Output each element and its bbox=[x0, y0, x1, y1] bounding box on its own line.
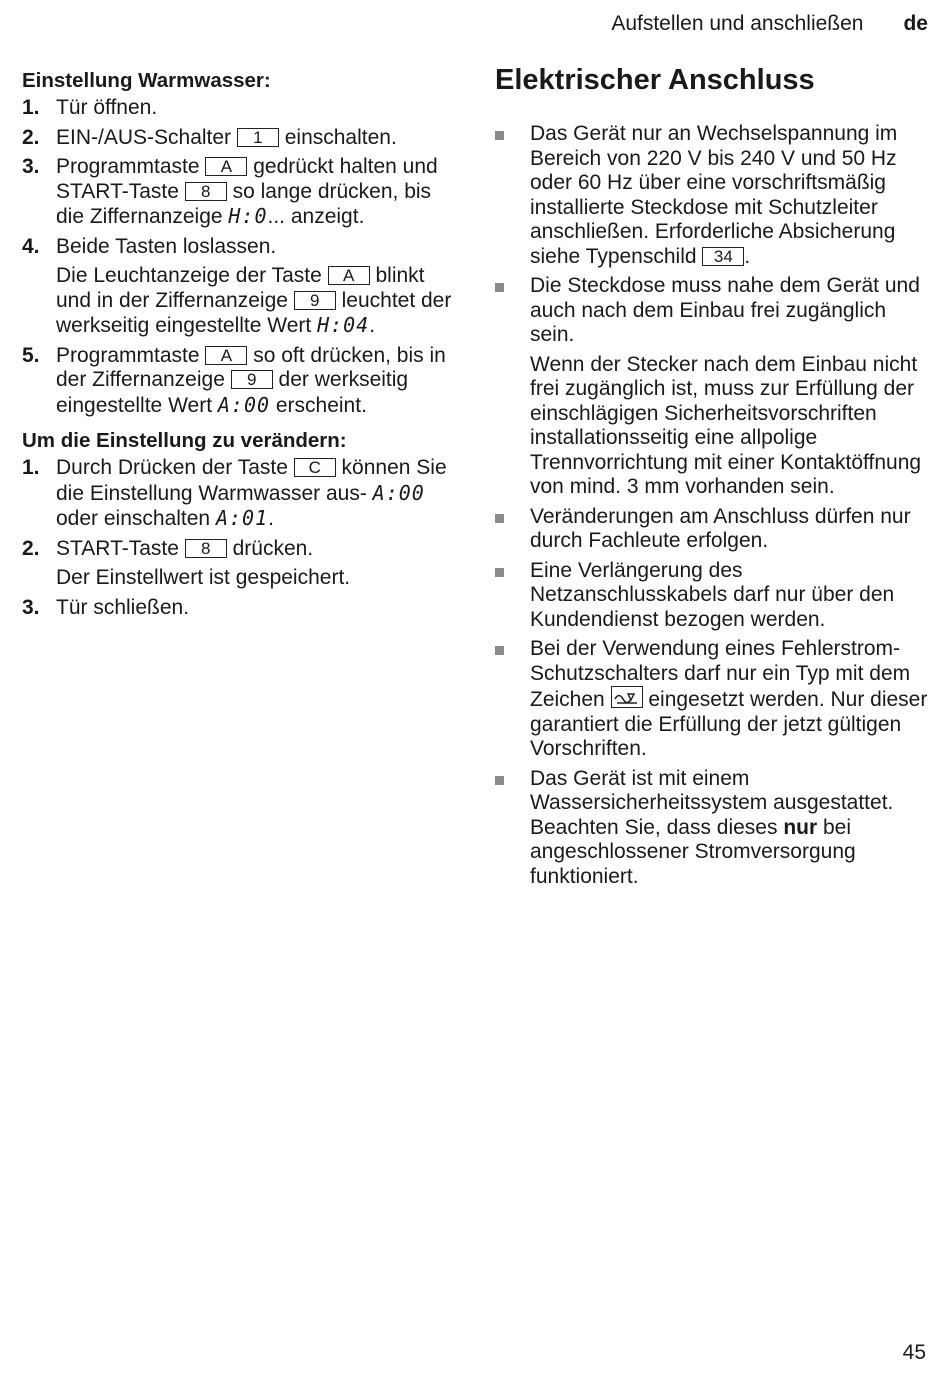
text-run: . bbox=[268, 507, 274, 530]
digital-display-value: H:04 bbox=[317, 313, 370, 337]
text-run: Wenn der Stecker nach dem Einbau nicht frei zugänglich ist, muss zur Erfüllung der einschlägigen Sicherheitsvorschriften installationsseitig eine allpolige Trennvorrichtung mit einer Kontaktöffnung von mind. 3 mm vorhanden sein. bbox=[530, 352, 922, 498]
step-item bbox=[22, 126, 462, 151]
text-run: gedrückt halten und START-Taste bbox=[56, 155, 438, 203]
text-run: Programmtaste bbox=[56, 155, 206, 178]
step-item bbox=[22, 155, 462, 230]
text-run: Die Steckdose muss nahe dem Gerät und auch nach dem Einbau frei zugänglich sein. bbox=[530, 274, 920, 346]
key-symbol-8: 8 bbox=[185, 539, 227, 558]
digital-display-value: H:0 bbox=[228, 204, 268, 228]
bullet-list-anschluss bbox=[495, 122, 930, 889]
step-number: 2. bbox=[22, 125, 40, 149]
right-column bbox=[495, 62, 930, 894]
text-run: Bei der Verwendung eines Fehlerstrom-Schutzschalters darf nur ein Typ mit dem Zeichen bbox=[530, 637, 911, 711]
text-run: bei angeschlossener Stromversorgung funktioniert. bbox=[530, 815, 856, 888]
step-number: 5. bbox=[22, 343, 40, 367]
heading-warmwasser: Einstellung Warmwasser: bbox=[22, 69, 271, 92]
text-run: erscheint. bbox=[270, 393, 367, 417]
text-run: oder einschalten bbox=[56, 507, 216, 530]
header-section-title: Aufstellen und anschließen bbox=[611, 12, 864, 35]
steps-einstellung-veraendern bbox=[22, 456, 462, 620]
text-run: leuchtet der werkseitig eingestellte Wert bbox=[56, 288, 452, 337]
text-run: Die Leuchtanzeige der Taste bbox=[56, 264, 328, 287]
digital-display-value: A:00 bbox=[217, 392, 271, 417]
step-item bbox=[22, 344, 462, 419]
text-run: einschalten. bbox=[278, 125, 397, 149]
bullet-square-icon bbox=[495, 131, 504, 140]
text-run: Eine Verlängerung des Netzanschlusskabels darf nur über den Kundendienst bezogen werden. bbox=[530, 558, 895, 631]
bullet-square-icon bbox=[495, 514, 504, 523]
text-run: START-Taste bbox=[56, 536, 185, 560]
bullet-square-icon bbox=[495, 776, 504, 785]
bullet-item bbox=[495, 559, 930, 633]
key-symbol-C: C bbox=[294, 458, 336, 477]
text-run: . bbox=[369, 314, 376, 337]
step-item bbox=[22, 537, 462, 562]
running-header bbox=[611, 12, 928, 36]
key-symbol-8: 8 bbox=[185, 182, 227, 201]
text-run: so lange drücken, bis die Ziffernanzeige bbox=[56, 179, 432, 228]
step-number: 1. bbox=[22, 456, 40, 479]
steps-warmwasser bbox=[22, 96, 462, 418]
key-symbol-9: 9 bbox=[294, 291, 336, 310]
text-run: der werkseitig eingestellte Wert bbox=[56, 368, 409, 417]
digital-display-value: A:00 bbox=[372, 480, 425, 505]
step-number: 3. bbox=[22, 155, 40, 178]
key-symbol-A: A bbox=[205, 157, 247, 176]
text-run: drücken. bbox=[226, 536, 314, 560]
step-item bbox=[22, 235, 462, 260]
step-item bbox=[22, 456, 462, 532]
text-run: Durch Drücken der Taste bbox=[56, 456, 294, 479]
header-language-code: de bbox=[903, 12, 928, 35]
digital-display-value: A:01 bbox=[215, 506, 269, 530]
left-column bbox=[22, 68, 462, 625]
bullet-square-icon bbox=[495, 568, 504, 577]
key-symbol-A: A bbox=[205, 346, 247, 365]
text-run: Tür schließen. bbox=[56, 595, 190, 619]
bullet-square-icon bbox=[495, 646, 504, 655]
text-run: ... anzeigt. bbox=[267, 205, 365, 228]
step-item bbox=[22, 596, 462, 621]
key-symbol-1: 1 bbox=[237, 128, 279, 147]
bullet-note bbox=[495, 353, 930, 500]
page-number: 45 bbox=[902, 1341, 926, 1364]
text-run: Beide Tasten loslassen. bbox=[56, 234, 277, 258]
bullet-square-icon bbox=[495, 283, 504, 292]
rcd-type-a-icon bbox=[611, 686, 643, 708]
bullet-item bbox=[495, 767, 930, 890]
step-number: 2. bbox=[22, 536, 40, 560]
text-run: EIN-/AUS-Schalter bbox=[56, 125, 237, 149]
key-symbol-34: 34 bbox=[702, 247, 744, 266]
text-run: Programmtaste bbox=[56, 343, 206, 367]
key-symbol-A: A bbox=[328, 266, 370, 285]
bullet-item bbox=[495, 505, 930, 554]
emphasis-text: nur bbox=[783, 815, 818, 839]
heading-elektrischer-anschluss: Elektrischer Anschluss bbox=[495, 64, 815, 96]
text-run: so oft drücken, bis in der Ziffernanzeige bbox=[56, 343, 446, 391]
text-run: eingesetzt werden. Nur dieser garantiert die Erfüllung der jetzt gültigen Vorschriften. bbox=[530, 688, 928, 760]
step-number: 1. bbox=[22, 96, 40, 119]
step-item bbox=[22, 96, 462, 121]
text-run: blinkt und in der Ziffernanzeige bbox=[56, 264, 425, 312]
heading-einstellung-veraendern: Um die Einstellung zu verändern: bbox=[22, 429, 347, 452]
step-note bbox=[22, 566, 462, 591]
text-run: . bbox=[744, 244, 751, 268]
text-run: Das Gerät nur an Wechselspannung im Bereich von 220 V bis 240 V und 50 Hz oder 60 Hz über eine vorschriftsmäßig installierte Steckdose mit Schutzleiter anschließen. Erforderliche Absicherung siehe Typenschild bbox=[530, 122, 898, 268]
text-run: Veränderungen am Anschluss dürfen nur durch Fachleute erfolgen. bbox=[530, 504, 911, 552]
step-note bbox=[22, 264, 462, 339]
bullet-item bbox=[495, 274, 930, 348]
text-run: Tür öffnen. bbox=[56, 96, 158, 119]
text-run: Der Einstellwert ist gespeichert. bbox=[56, 566, 351, 589]
text-run: können Sie die Einstellung Warmwasser aus- bbox=[56, 456, 447, 505]
step-number: 4. bbox=[22, 234, 40, 258]
bullet-item bbox=[495, 637, 930, 762]
key-symbol-9: 9 bbox=[231, 370, 273, 389]
bullet-item bbox=[495, 122, 930, 269]
text-run: Das Gerät ist mit einem Wassersicherheitssystem ausgestattet. Beachten Sie, dass dieses bbox=[530, 766, 894, 839]
step-number: 3. bbox=[22, 595, 40, 619]
